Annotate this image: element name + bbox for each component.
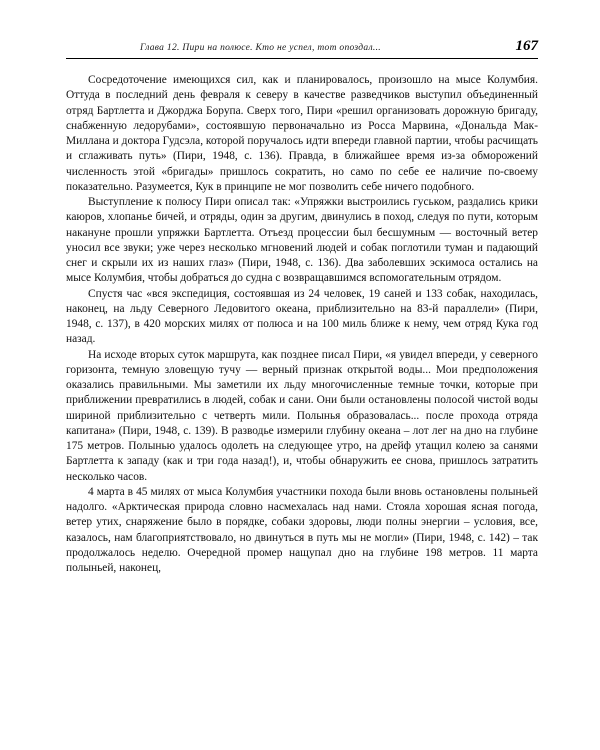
page-header [66,38,538,55]
body-text [66,73,538,576]
header-divider [66,58,538,59]
page-number: 167 [515,38,538,54]
paragraph: Спустя час «вся экспедиция, состоявшая из 24 человек, 19 саней и 133 собак, находилась, наконец, на льду Северного Ледовитого океана, приблизительно на 83-й параллели» (Пири, 1948, с. 137), в 420 морских милях от полюса и на 100 миль ближе к нему, чем отряд Кука год назад. [66,287,538,346]
paragraph: На исходе вторых суток маршрута, как позднее писал Пири, «я увидел впереди, у северного горизонта, темную зловещую тучу — верный признак открытой воды... Мои предположения оказались правильными. Мы заметили их льду многочисленные темные точки, которые при приближении превратились в людей, собак и сани. Они были остановлены полосой чистой воды шириной приблизительно с четверть мили. Полынья образовалась... после прохода отряда капитана» (Пири, 1948, с. 139). В разводье измерили глубину океана – лот лег на дно на глубине 175 метров. Полынью удалось одолеть на следующее утро, на дрейф утащил колею за санями Бартлетта к западу (как и три года назад!), и, чтобы обнаружить ее снова, пришлось затратить несколько часов. [66,348,538,483]
paragraph: Выступление к полюсу Пири описал так: «Упряжки выстроились гуськом, раздались крики каюров, хлопанье бичей, и отряды, один за другим, двинулись в поход, следуя по пути, которым накануне прошли упряжки Бартлетта. Отъезд процессии был бесшумным — восточный ветер уносил все звуки; уже через несколько мгновений людей и собак поглотили туман и падающий снег и скрыли их из наших глаз» (Пири, 1948, с. 136). Два заболевших эскимоса остались на мысе Колумбия, чтобы добраться до судна с возвращавшимся вспомогательным отрядом. [66,196,538,285]
paragraph: Сосредоточение имеющихся сил, как и планировалось, произошло на мысе Колумбия. Оттуда в последний день февраля к северу в качестве разведчиков выступил объединенный отряд Бартлетта и Джорджа Борупа. Сверх того, Пири «решил организовать дорожную бригаду, снабженную ледорубами», состоявшую первоначально из Росса Марвина, «Дональда Мак-Миллана и доктора Гудсэла, которой поручалось идти впереди главной партии, чтобы расчищать и сглаживать путь» (Пири, 1948, с. 136). Правда, в ближайшее время из-за обморожений численность этой «бригады» пришлось сократить, но само по себе ее наличие по-своему показательно. Разумеется, Кук в принципе не мог позволить себе ничего подобного. [66,74,538,193]
paragraph: 4 марта в 45 милях от мыса Колумбия участники похода были вновь остановлены полыньей надолго. «Арктическая природа словно насмехалась над нами. Стояла хорошая ясная погода, ветер утих, снаряжение было в порядке, собаки здоровы, люди полны энергии – условия, все, казалось, нам благоприятствовало, но двинуться в путь мы не могли» (Пири, 1948, с. 142) – так продолжалось неделю. Очередной промер нащупал дно на глубине 198 метров. 11 марта полыньей, наконец, [66,485,538,574]
running-title: Глава 12. Пири на полюсе. Кто не успел, тот опоздал... [140,43,381,53]
